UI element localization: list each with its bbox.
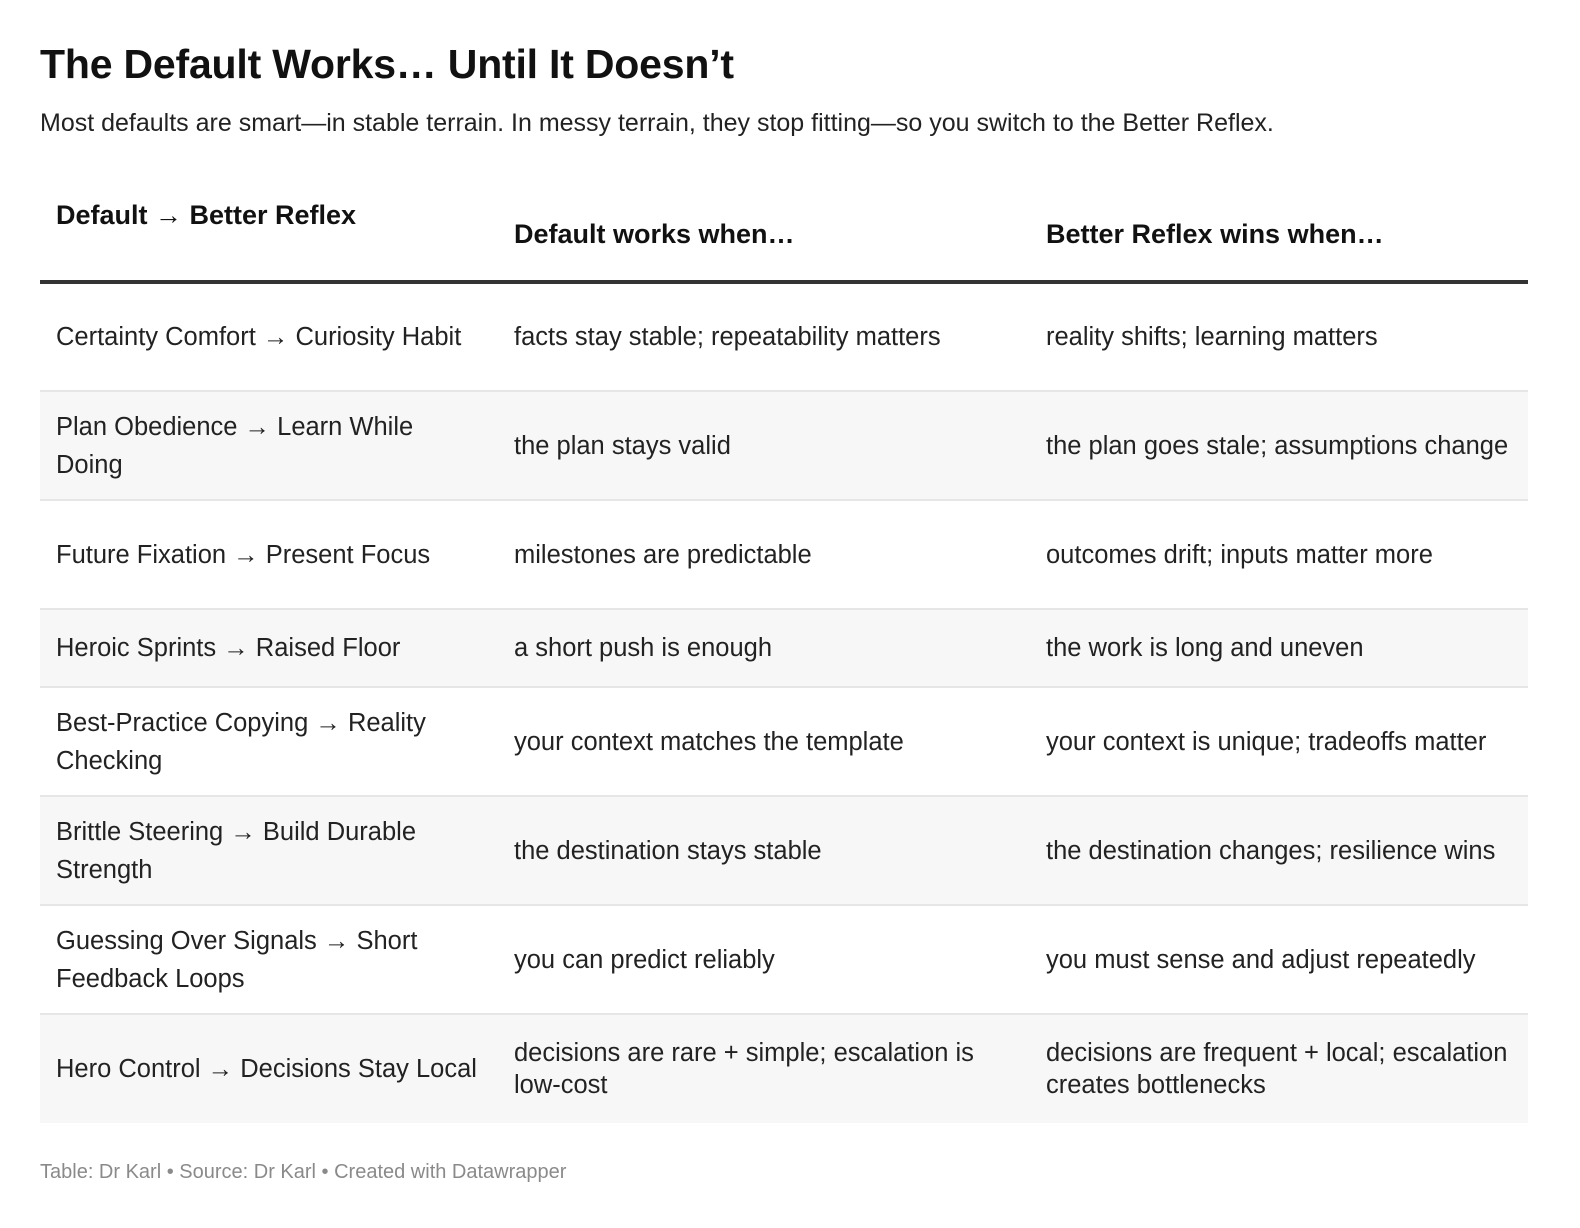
cell-default-reflex: Guessing Over Signals → Short Feedback Loops [40, 905, 498, 1014]
cell-default-works: milestones are predictable [498, 500, 1030, 609]
cell-default-reflex: Plan Obedience → Learn While Doing [40, 391, 498, 500]
table-row [40, 391, 1528, 500]
cell-better-wins: outcomes drift; inputs matter more [1030, 500, 1528, 609]
cell-default-works: facts stay stable; repeatability matters [498, 282, 1030, 391]
cell-default-works: a short push is enough [498, 609, 1030, 687]
table-header [40, 188, 1528, 282]
header-row [40, 188, 1528, 282]
cell-default-reflex: Future Fixation → Present Focus [40, 500, 498, 609]
page-subtitle: Most defaults are smart—in stable terrain. In messy terrain, they stop fitting—so you switch to the Better Reflex. [40, 109, 1274, 137]
cell-better-wins: you must sense and adjust repeatedly [1030, 905, 1528, 1014]
cell-better-wins: reality shifts; learning matters [1030, 282, 1528, 391]
cell-better-wins: the destination changes; resilience wins [1030, 796, 1528, 905]
column-header-default-better-reflex[interactable]: Default → Better Reflex [40, 188, 498, 282]
cell-default-reflex: Certainty Comfort → Curiosity Habit [40, 282, 498, 391]
table-card [40, 38, 1528, 1184]
cell-better-wins: the work is long and uneven [1030, 609, 1528, 687]
table-row [40, 687, 1528, 796]
cell-default-reflex: Heroic Sprints → Raised Floor [40, 609, 498, 687]
page-title: The Default Works… Until It Doesn’t [40, 41, 734, 87]
table-row [40, 282, 1528, 391]
cell-default-works: decisions are rare + simple; escalation is low-cost [498, 1014, 1030, 1123]
table-row [40, 500, 1528, 609]
cell-better-wins: the plan goes stale; assumptions change [1030, 391, 1528, 500]
column-header-default-works-when[interactable]: Default works when… [498, 188, 1030, 282]
table-row [40, 796, 1528, 905]
cell-better-wins: your context is unique; tradeoffs matter [1030, 687, 1528, 796]
data-table [40, 188, 1528, 1123]
table-row [40, 609, 1528, 687]
table-footer-credits: Table: Dr Karl • Source: Dr Karl • Created with Datawrapper [40, 1161, 567, 1183]
cell-default-works: your context matches the template [498, 687, 1030, 796]
cell-default-works: the destination stays stable [498, 796, 1030, 905]
table-row [40, 1014, 1528, 1123]
cell-default-works: you can predict reliably [498, 905, 1030, 1014]
cell-default-works: the plan stays valid [498, 391, 1030, 500]
table-body [40, 282, 1528, 1123]
cell-better-wins: decisions are frequent + local; escalation creates bottlenecks [1030, 1014, 1528, 1123]
cell-default-reflex: Best-Practice Copying → Reality Checking [40, 687, 498, 796]
cell-default-reflex: Brittle Steering → Build Durable Strength [40, 796, 498, 905]
table-row [40, 905, 1528, 1014]
cell-default-reflex: Hero Control → Decisions Stay Local [40, 1014, 498, 1123]
column-header-better-reflex-wins-when[interactable]: Better Reflex wins when… [1030, 188, 1528, 282]
